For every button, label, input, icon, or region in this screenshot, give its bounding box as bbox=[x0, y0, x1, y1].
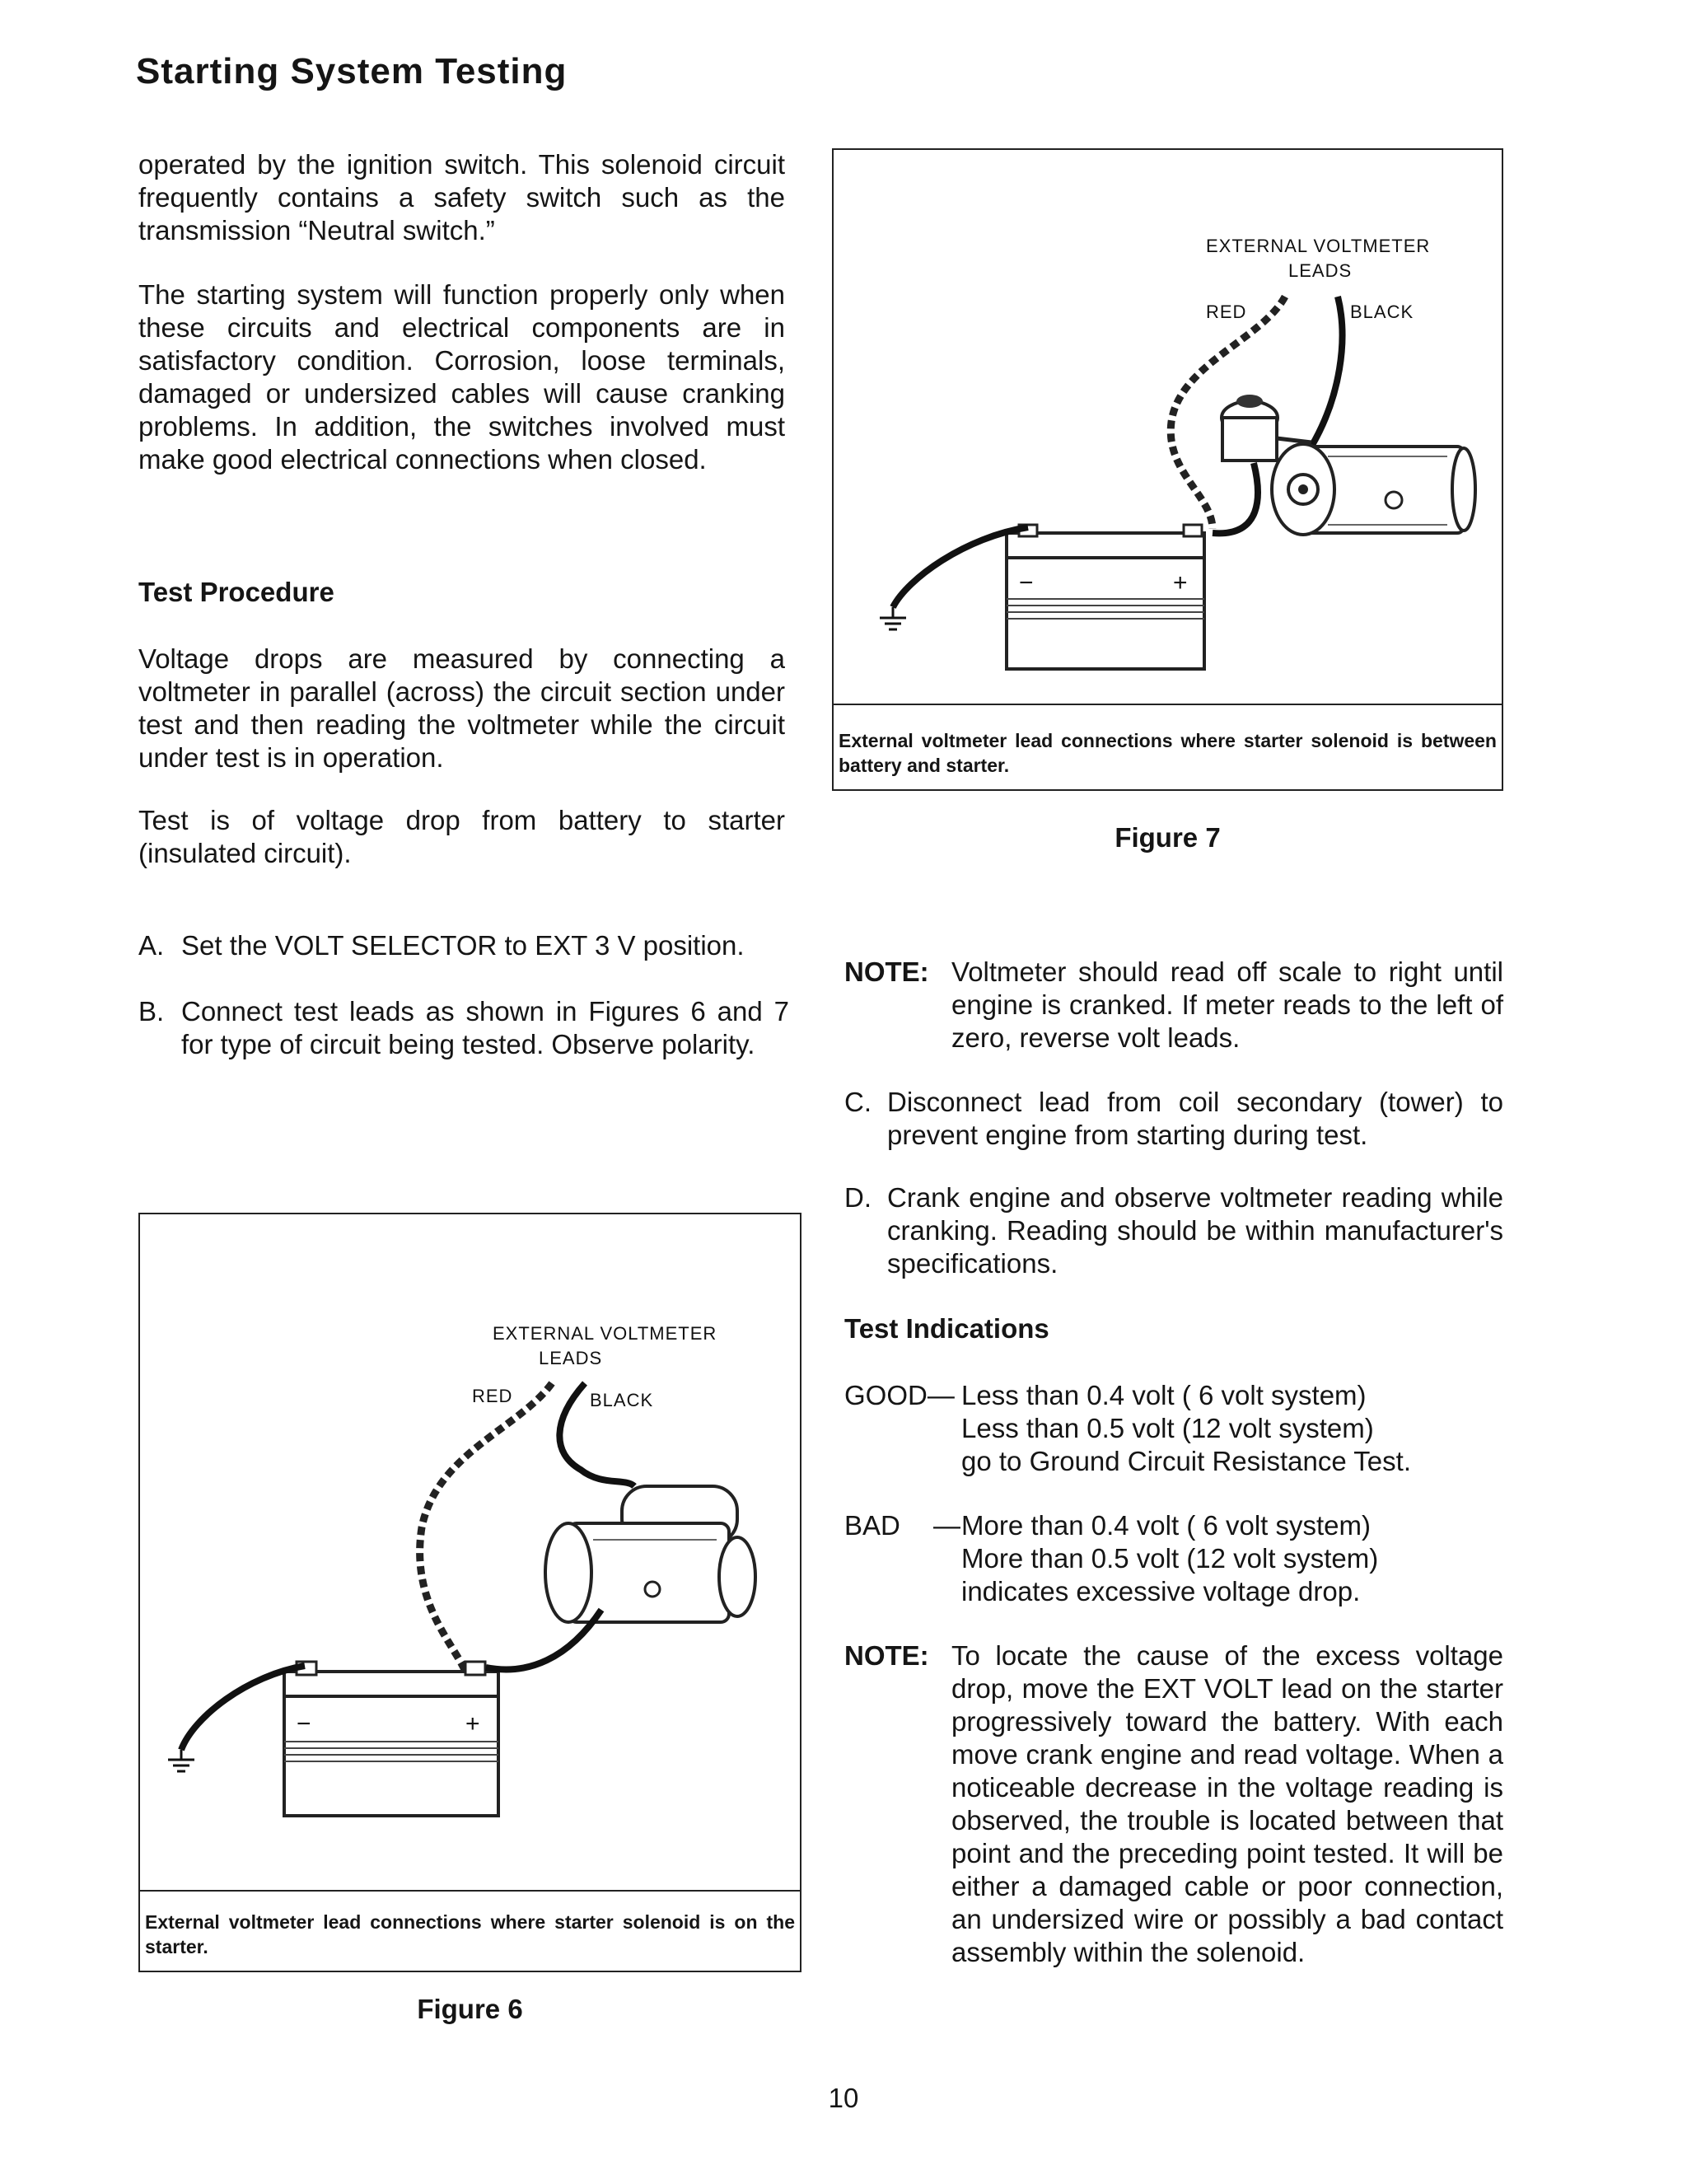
step-c-text: Disconnect lead from coil secondary (tower) to prevent engine from starting during test. bbox=[887, 1087, 1503, 1150]
step-d bbox=[844, 1181, 1503, 1280]
step-d-key: D. bbox=[844, 1182, 872, 1213]
bad-indication bbox=[844, 1509, 1503, 1608]
step-a bbox=[138, 929, 789, 962]
figure-7-label: Figure 7 bbox=[1115, 822, 1221, 853]
figure-6-diagram bbox=[140, 1214, 800, 1873]
figure-6-ground-symbol bbox=[168, 1750, 194, 1771]
page-title: Starting System Testing bbox=[136, 51, 568, 91]
figure-7-red-label: RED bbox=[1206, 302, 1247, 322]
note-1-text: Voltmeter should read off scale to right until engine is cranked. If meter reads to the left of zero, reverse volt leads. bbox=[951, 956, 1503, 1053]
figure-7-ground-symbol bbox=[880, 607, 906, 629]
procedure-paragraph-2: Test is of voltage drop from battery to starter (insulated circuit). bbox=[138, 805, 785, 868]
step-c-key: C. bbox=[844, 1087, 872, 1117]
step-a-key: A. bbox=[138, 930, 165, 961]
bad-line-1: More than 0.4 volt ( 6 volt system) bbox=[961, 1510, 1372, 1541]
figure-6-caption: External voltmeter lead connections where starter solenoid is on the starter. bbox=[145, 1911, 795, 1957]
figure-7-black-label: BLACK bbox=[1350, 302, 1414, 322]
procedure-paragraph-1: Voltage drops are measured by connecting a voltmeter in parallel (across) the circuit section under test and then reading the voltmeter while the circuit under test is in operation. bbox=[138, 643, 785, 773]
good-key: GOOD— bbox=[844, 1380, 955, 1410]
figure-6-plus: + bbox=[465, 1710, 481, 1737]
figure-7-plus: + bbox=[1173, 569, 1189, 596]
note-2-key: NOTE: bbox=[844, 1640, 929, 1671]
figure-7-black-lead bbox=[1311, 297, 1342, 447]
figure-7-caption: External voltmeter lead connections where starter solenoid is between battery and starter. bbox=[839, 730, 1497, 776]
step-a-text: Set the VOLT SELECTOR to EXT 3 V position. bbox=[181, 930, 745, 961]
step-b bbox=[138, 995, 789, 1094]
figure-7-box bbox=[832, 148, 1503, 791]
note-2-text: To locate the cause of the excess voltage drop, move the EXT VOLT lead on the starter progressively toward the battery. With each move crank engine and read voltage. When a noticeable decrease in the voltage reading is observed, the trouble is located between that point and the preceding point tested. It will be either a damaged cable or poor connection, an undersized wire or possibly a bad contact assembly within the solenoid. bbox=[951, 1640, 1503, 1967]
test-indications-heading: Test Indications bbox=[844, 1313, 1049, 1344]
figure-6-label-line1: EXTERNAL VOLTMETER bbox=[493, 1323, 717, 1344]
figure-6-label-line2: LEADS bbox=[539, 1348, 603, 1368]
figure-6-box bbox=[138, 1213, 801, 1972]
intro-paragraph-2: The starting system will function properly only when these circuits and electrical components are in satisfactory condition. Corrosion, loose terminals, damaged or undersized cables will cause cranking problems. In addition, the switches involved must make good electrical connections when closed. bbox=[138, 279, 785, 475]
note-1-key: NOTE: bbox=[844, 956, 929, 987]
figure-7-minus: − bbox=[1019, 569, 1035, 596]
intro-paragraph-1: operated by the ignition switch. This solenoid circuit frequently contains a safety switch such as the transmission “Neutral switch.” bbox=[138, 149, 785, 246]
figure-6-red-lead bbox=[420, 1383, 552, 1672]
good-indication bbox=[844, 1379, 1503, 1478]
good-line-3: go to Ground Circuit Resistance Test. bbox=[961, 1446, 1411, 1476]
step-b-key: B. bbox=[138, 996, 165, 1027]
figure-7-label-line1: EXTERNAL VOLTMETER bbox=[1206, 236, 1431, 256]
figure-6-red-label: RED bbox=[472, 1386, 513, 1406]
note-1 bbox=[844, 956, 1503, 1055]
page-number: 10 bbox=[828, 2083, 859, 2113]
figure-6-starter-motor bbox=[545, 1486, 755, 1622]
good-line-2: Less than 0.5 volt (12 volt system) bbox=[961, 1413, 1374, 1443]
step-d-text: Crank engine and observe voltmeter reading while cranking. Reading should be within manufacturer's specifications. bbox=[887, 1182, 1503, 1279]
figure-6-label: Figure 6 bbox=[417, 1994, 523, 2024]
step-b-text: Connect test leads as shown in Figures 6 and 7 for type of circuit being tested. Observe polarity. bbox=[181, 996, 789, 1059]
step-c bbox=[844, 1086, 1503, 1152]
figure-7-diagram bbox=[834, 150, 1502, 718]
test-procedure-heading: Test Procedure bbox=[138, 577, 334, 607]
bad-line-3: indicates excessive voltage drop. bbox=[961, 1576, 1361, 1606]
figure-6-minus: − bbox=[297, 1710, 312, 1737]
bad-key: BAD bbox=[844, 1510, 900, 1541]
figure-7-battery-cable bbox=[1213, 463, 1258, 533]
figure-7-battery bbox=[1007, 525, 1204, 669]
figure-7-starter-motor bbox=[1272, 444, 1475, 535]
bad-line-2: More than 0.5 volt (12 volt system) bbox=[961, 1543, 1379, 1574]
note-2 bbox=[844, 1639, 1503, 2035]
figure-6-battery bbox=[284, 1662, 498, 1816]
bad-dash: — bbox=[933, 1510, 960, 1541]
figure-6-black-label: BLACK bbox=[590, 1390, 654, 1410]
figure-7-label-line2: LEADS bbox=[1288, 260, 1353, 281]
good-line-1: Less than 0.4 volt ( 6 volt system) bbox=[961, 1380, 1367, 1410]
